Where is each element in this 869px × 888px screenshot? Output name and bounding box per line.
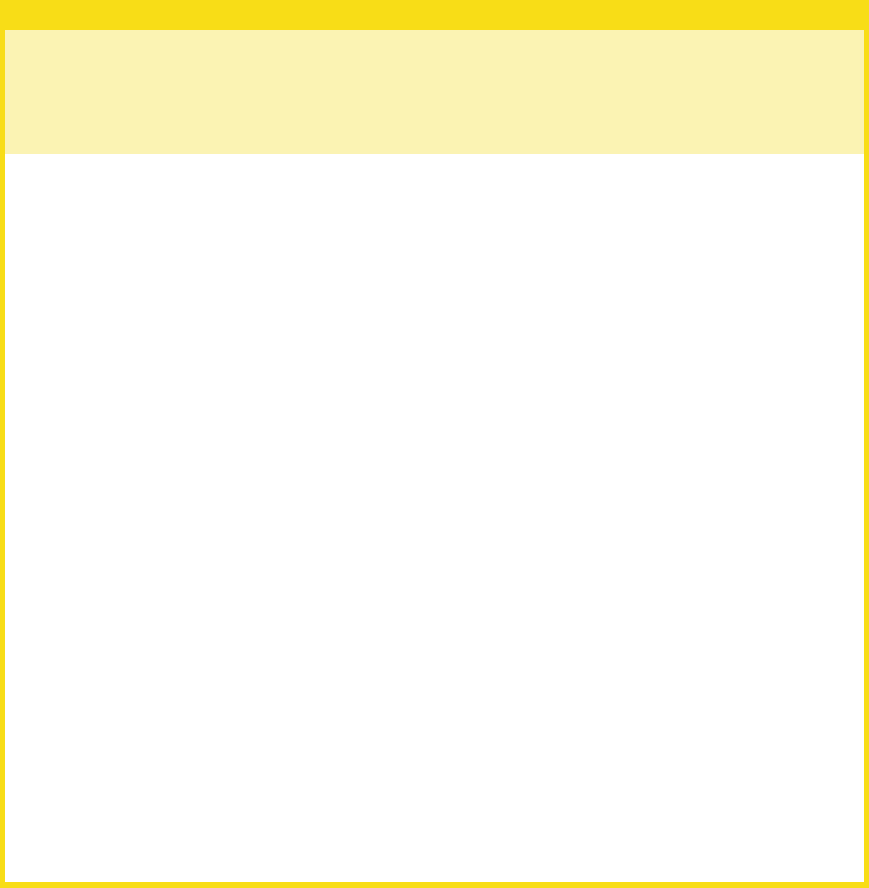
column-header-diagonals bbox=[5, 30, 864, 154]
comparison-table bbox=[5, 154, 864, 882]
page-title bbox=[0, 0, 869, 30]
column-header-area bbox=[5, 30, 864, 154]
